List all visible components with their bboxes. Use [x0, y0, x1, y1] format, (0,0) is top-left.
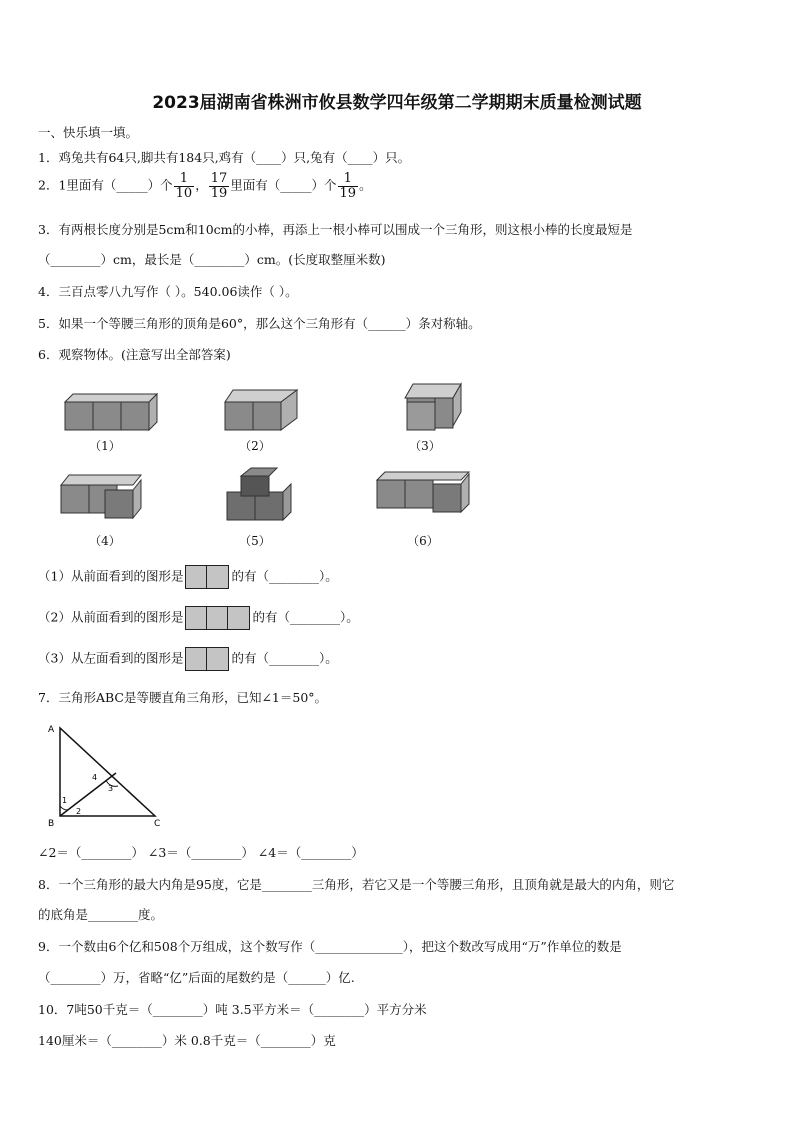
figure-2: [225, 390, 297, 430]
q2-prefix: 2．1里面有（_____）个: [38, 177, 173, 193]
question-10-line-2: 140厘米＝（________）米 0.8千克＝（________）克: [38, 1033, 336, 1048]
question-8-line-2: 的底角是________度。: [38, 907, 164, 922]
section-heading: 一、快乐填一填。: [38, 125, 139, 140]
caption-5: （5）: [239, 534, 271, 548]
page-title: 2023届湖南省株洲市攸县数学四年级第二学期期末质量检测试题: [152, 93, 642, 113]
question-7-answers: ∠2＝（________） ∠3＝（________） ∠4＝（________）: [38, 845, 364, 860]
figure-1: [65, 394, 157, 430]
question-1: 1．鸡兔共有64只,脚共有184只,鸡有（____）只,兔有（____）只。: [38, 150, 411, 165]
two-square-left-view: [185, 647, 229, 671]
question-4: 4．三百点零八九写作（ ）。540.06读作（ ）。: [38, 284, 298, 299]
triangle-abc-figure: [40, 718, 170, 833]
question-6-3: （3）从左面看到的图形是 的有（________）。: [38, 647, 338, 671]
caption-4: （4）: [89, 534, 121, 548]
label-c: C: [154, 819, 161, 829]
angle-3-label: 3: [108, 784, 114, 793]
question-2: 2．1里面有（_____）个 $\frac{1}{10}$ ， $\frac{17}{19}$ 里面有（_____）个 $\frac{1}{19}$ 。: [38, 171, 372, 201]
figure-6: [377, 472, 469, 512]
angle-2-label: 2: [76, 807, 82, 816]
fraction-1-10: $\frac{1}{10}$: [175, 171, 193, 201]
three-square-front-view: [185, 606, 250, 630]
question-3-line-2: （________）cm，最长是（________）cm。(长度取整厘米数): [38, 252, 386, 267]
cube-figures: [55, 380, 475, 555]
question-10-line-1: 10．7吨50千克＝（________）吨 3.5平方米＝（________）平方分米: [38, 1002, 427, 1017]
caption-6: （6）: [407, 534, 439, 548]
question-3-line-1: 3．有两根长度分别是5cm和10cm的小棒，再添上一根小棒可以围成一个三角形，则这根小棒的长度最短是: [38, 222, 633, 237]
question-6-1: （1）从前面看到的图形是 的有（________）。: [38, 565, 338, 589]
label-a: A: [48, 725, 55, 735]
q2-middle: 里面有（_____）个: [230, 177, 337, 193]
question-6-2: （2）从前面看到的图形是 的有（________）。: [38, 606, 359, 630]
angle-1-label: 1: [62, 796, 68, 805]
fraction-17-19: $\frac{17}{19}$: [210, 171, 228, 201]
caption-1: （1）: [89, 439, 121, 453]
caption-2: （2）: [239, 439, 271, 453]
question-9-line-2: （________）万，省略“亿”后面的尾数约是（______）亿.: [38, 970, 355, 985]
angle-4-label: 4: [92, 773, 98, 782]
question-9-line-1: 9．一个数由6个亿和508个万组成，这个数写作（______________），把这个数改写成用“万”作单位的数是: [38, 939, 622, 954]
question-8-line-1: 8．一个三角形的最大内角是95度，它是________三角形，若它又是一个等腰三角形，且顶角就是最大的内角，则它: [38, 877, 675, 892]
two-square-front-view: [185, 565, 229, 589]
figure-4: [61, 475, 141, 518]
question-5: 5．如果一个等腰三角形的顶角是60°，那么这个三角形有（______）条对称轴。: [38, 316, 481, 331]
figure-3: [405, 384, 461, 430]
question-7: 7．三角形ABC是等腰直角三角形，已知∠1＝50°。: [38, 690, 328, 705]
fraction-1-19: $\frac{1}{19}$: [339, 171, 357, 201]
label-b: B: [48, 819, 55, 829]
question-6: 6．观察物体。(注意写出全部答案): [38, 347, 231, 362]
caption-3: （3）: [409, 439, 441, 453]
figure-5: [227, 468, 291, 520]
